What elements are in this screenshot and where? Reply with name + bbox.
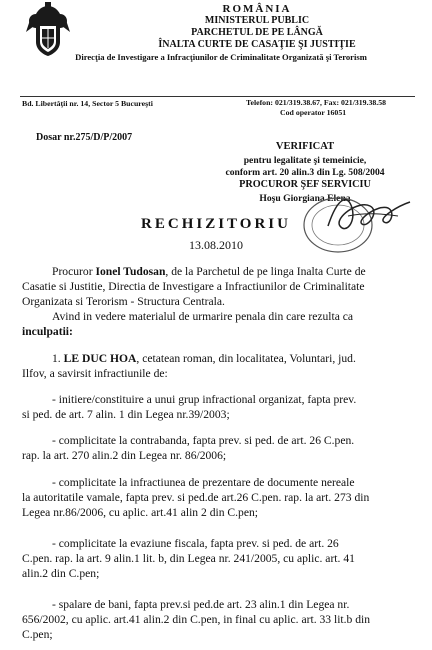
header-office-line2: ÎNALTA CURTE DE CASAŢIE ŞI JUSTIŢIE	[158, 39, 356, 50]
prosecutor-name: Ionel Tudosan	[95, 265, 166, 278]
paragraph-1-line-2: Casatie si Justitie, Directia de Investigare a Infractiunilor de Criminalitate	[22, 280, 365, 293]
offense-4-line-1: - complicitate la evaziune fiscala, fapta prev. si ped. de art. 26	[52, 537, 339, 550]
header-divider	[20, 96, 415, 97]
contact-phone-fax: Telefon: 021/319.38.67, Fax: 021/319.38.58	[246, 98, 387, 107]
offense-5-line-1: - spalare de bani, fapta prev.si ped.de art. 23 alin.1 din Legea nr.	[52, 598, 350, 611]
offense-1-line-1: - initiere/constituire a unui grup infractional organizat, fapta prev.	[52, 393, 357, 406]
header-country: ROMÂNIA	[222, 3, 292, 15]
offense-4-line-2: C.pen. rap. la art. 9 alin.1 lit. b, din Legea nr. 241/2005, cu aplic. art. 41	[22, 552, 355, 565]
offense-2-line-1: - complicitate la contrabanda, fapta prev. si ped. de art. 26 C.pen.	[52, 434, 355, 447]
file-number: Dosar nr.275/D/P/2007	[36, 132, 133, 143]
verification-line3: PROCUROR ŞEF SERVICIU	[239, 179, 371, 190]
offense-4-line-3: alin.2 din C.pen;	[22, 567, 100, 580]
header-directorate: Direcţia de Investigare a Infracţiunilor de Criminalitate Organizată şi Terorism	[75, 52, 367, 62]
offense-3-line-1: - complicitate la infractiunea de prezentare de documente nereale	[52, 476, 355, 489]
paragraph-2-line-1: Avind in vedere materialul de urmarire penala din care rezulta ca	[52, 310, 354, 323]
offense-2-line-2: rap. la art. 270 alin.2 din Legea nr. 86/2006;	[22, 449, 227, 462]
defendant-name: LE DUC HOA	[63, 352, 137, 365]
defendant-1-line-2: Ilfov, a savirsit infractiunile de:	[22, 367, 168, 380]
coat-of-arms-icon	[26, 2, 70, 58]
paragraph-1-line-1: Procuror Ionel Tudosan, de la Parchetul de pe linga Inalta Curte de	[52, 265, 366, 278]
verification-title: VERIFICAT	[275, 141, 335, 152]
verification-line4: Hoşu Giorgiana Elena	[259, 193, 351, 204]
offense-3-line-3: Legea nr.86/2006, cu aplic. art.41 alin 2 din C.pen;	[22, 506, 259, 519]
document-date: 13.08.2010	[189, 238, 243, 252]
header-ministry: MINISTERUL PUBLIC	[204, 15, 310, 26]
verification-line2: conform art. 20 alin.3 din Lg. 508/2004	[225, 167, 385, 178]
offense-1-line-2: si ped. de art. 7 alin. 1 din Legea nr.39/2003;	[22, 408, 230, 421]
contact-address: Bd. Libertăţii nr. 14, Sector 5 Bucureşti	[22, 99, 153, 108]
paragraph-1-line-3: Organizata si Terorism - Structura Centrala.	[22, 295, 225, 308]
defendant-1-line-1: 1. LE DUC HOA, cetatean roman, din localitatea, Voluntari, jud.	[52, 352, 356, 365]
offense-3-line-2: la autoritatile vamale, fapta prev. si ped.de art.26 C.pen. rap. la art. 273 din	[22, 491, 370, 504]
offense-5-line-3: C.pen;	[22, 628, 53, 641]
document-title: RECHIZITORIU	[141, 216, 291, 232]
header-office-line1: PARCHETUL DE PE LÂNGĂ	[191, 27, 323, 38]
contact-operator-code: Cod operator 16051	[280, 108, 347, 117]
offense-5-line-2: 656/2002, cu aplic. art.41 alin.2 din C.pen, in final cu aplic. art. 33 lit.b din	[22, 613, 371, 626]
paragraph-2-line-2: inculpatii:	[22, 325, 73, 338]
verification-line1: pentru legalitate şi temeinicie,	[243, 155, 367, 166]
